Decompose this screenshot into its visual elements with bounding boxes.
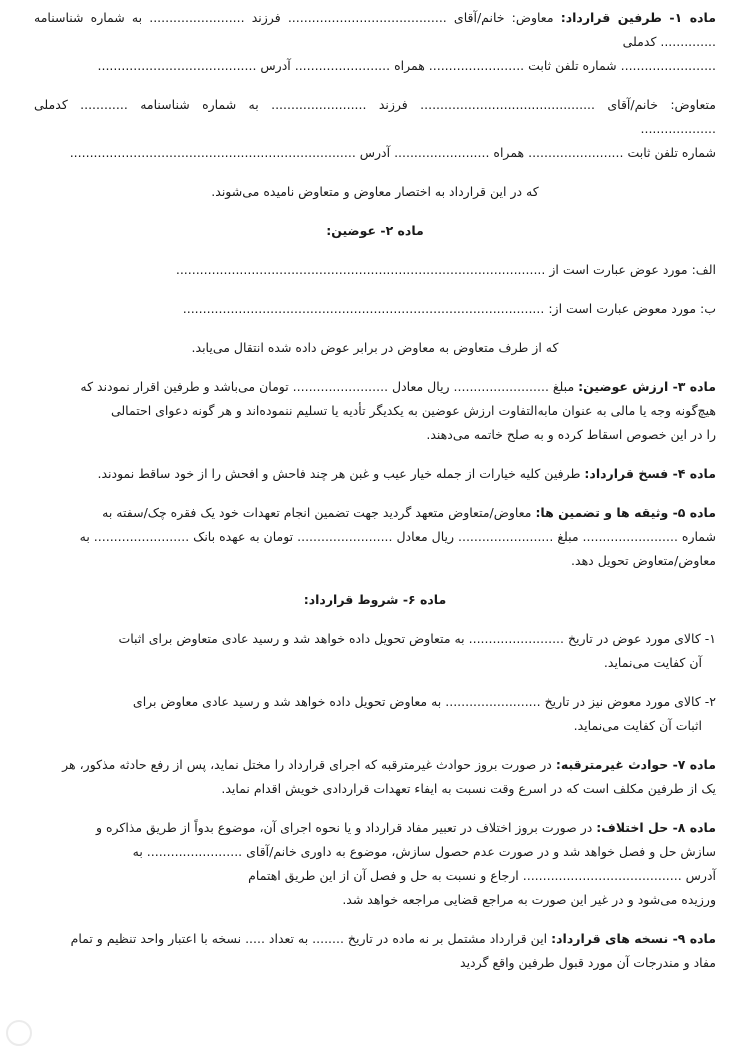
- article-8-line-2: سازش حل و فصل خواهد شد و در صورت عدم حصول سازش، موضوع به داوری خانم/آقای ........................ به: [132, 844, 716, 859]
- article-6-item-2-line-1: ۲- کالای مورد معوض نیز در تاریخ ........................ به معاوض تحویل داده خواهد شد و رسید عادی معاوض برای: [132, 694, 716, 709]
- article-7-line-1: در صورت بروز حوادث غیرمترقبه که اجرای قرارداد را مختل نماید، پس از رفع حادثه مذکور، هر: [62, 757, 552, 772]
- article-5-line-2: شماره ........................ مبلغ ........................ ریال معادل ........................ تومان به عهده بانک ........................ به: [79, 529, 716, 544]
- article-1-line-2: ........................ شماره تلفن ثابت ........................ همراه ........................ آدرس ........................................: [97, 58, 716, 73]
- article-6-item-2: [34, 690, 716, 738]
- article-1: [34, 6, 716, 78]
- article-1-summary: که در این قرارداد به اختصار معاوض و متعاوض نامیده می‌شوند.: [211, 184, 539, 199]
- article-1-line-1: معاوض: خانم/آقای ........................................ فرزند ........................ به شماره شناسنامه .............. کدملی: [34, 10, 716, 49]
- article-3-line-1: مبلغ ........................ ریال معادل ........................ تومان می‌باشد و طرفین اقرار نمودند که: [80, 379, 575, 394]
- watermark-logo-icon: [6, 1020, 32, 1046]
- article-6-item-1-line-2: آن کفایت می‌نماید.: [603, 655, 702, 670]
- article-9-heading: ماده ۹- نسخه های قرارداد:: [551, 931, 716, 946]
- article-7-heading: ماده ۷- حوادث غیرمترقبه:: [555, 757, 716, 772]
- article-1-party-2: [34, 93, 716, 165]
- article-5-heading: ماده ۵- وثیقه ها و تضمین ها:: [535, 505, 716, 520]
- article-9-line-2: مفاد و مندرجات آن مورد قبول طرفین واقع گردید: [460, 955, 716, 970]
- article-3: [34, 375, 716, 447]
- article-2-be: ب: مورد معوض عبارت است از: ...........................................................................................: [182, 301, 716, 316]
- article-7-line-2: یک از طرفین مکلف است که در اسرع وقت نسبت به ایفاء تعهدات قراردادی خویش اقدام نماید.: [221, 781, 716, 796]
- article-1-heading: ماده ۱- طرفین قرارداد:: [560, 10, 716, 25]
- article-2-heading: ماده ۲- عوضین:: [326, 223, 424, 238]
- article-8: [34, 816, 716, 912]
- article-4-line-1: طرفین کلیه خیارات از جمله خیار عیب و غبن هر چند فاحش و افحش را از خود ساقط نمودند.: [97, 466, 581, 481]
- article-6-item-2-line-2: اثبات آن کفایت می‌نماید.: [573, 718, 702, 733]
- article-6-heading: ماده ۶- شروط قرارداد:: [303, 592, 447, 607]
- article-3-line-3: را در این خصوص اسقاط کرده و به صلح خاتمه می‌دهند.: [426, 427, 716, 442]
- article-8-line-4: ورزیده می‌شود و در غیر این صورت به مراجع قضایی مراجعه خواهد شد.: [342, 892, 716, 907]
- article-2-alef: الف: مورد عوض عبارت است از .............................................................................................: [175, 262, 716, 277]
- article-8-line-1: در صورت بروز اختلاف در تعبیر مفاد قرارداد و یا نحوه اجرای آن، موضوع بدواً از طریق مذاکره و: [95, 820, 593, 835]
- article-5-line-3: معاوض/متعاوض تحویل دهد.: [571, 553, 716, 568]
- article-9: [34, 927, 716, 975]
- article-1-line-3: متعاوض: خانم/آقای ............................................ فرزند ........................ به شماره شناسنامه ............ کدملی ...................: [34, 97, 716, 136]
- article-1-line-4: شماره تلفن ثابت ........................ همراه ........................ آدرس ........................................................................: [69, 145, 716, 160]
- article-4: [34, 462, 716, 486]
- article-5: [34, 501, 716, 573]
- article-6-item-1-line-1: ۱- کالای مورد عوض در تاریخ ........................ به متعاوض تحویل داده خواهد شد و رسید عادی متعاوض برای اثبات: [118, 631, 716, 646]
- article-5-line-1: معاوض/متعاوض متعهد گردید جهت تضمین انجام تعهدات خود یک فقره چک/سفته به: [102, 505, 532, 520]
- article-7: [34, 753, 716, 801]
- article-3-heading: ماده ۳- ارزش عوضین:: [578, 379, 716, 394]
- article-9-line-1: این قرارداد مشتمل بر نه ماده در تاریخ ........ به تعداد ..... نسخه با اعتبار واحد تنظیم و تمام: [70, 931, 548, 946]
- article-2-tail: که از طرف متعاوض به معاوض در برابر عوض داده شده انتقال می‌یابد.: [191, 340, 559, 355]
- article-6-item-1: [34, 627, 716, 675]
- article-3-line-2: هیچ‌گونه وجه یا مالی به عنوان مابه‌التفاوت ارزش عوضین به یکدیگر تأدیه یا تسلیم ننموده‌اند و هر گونه دعوای احتمالی: [110, 403, 716, 418]
- article-8-heading: ماده ۸- حل اختلاف:: [596, 820, 716, 835]
- article-4-heading: ماده ۴- فسخ قرارداد:: [584, 466, 716, 481]
- article-8-line-3: آدرس ........................................ ارجاع و نسبت به حل و فصل آن از این طریق اهتمام: [248, 868, 716, 883]
